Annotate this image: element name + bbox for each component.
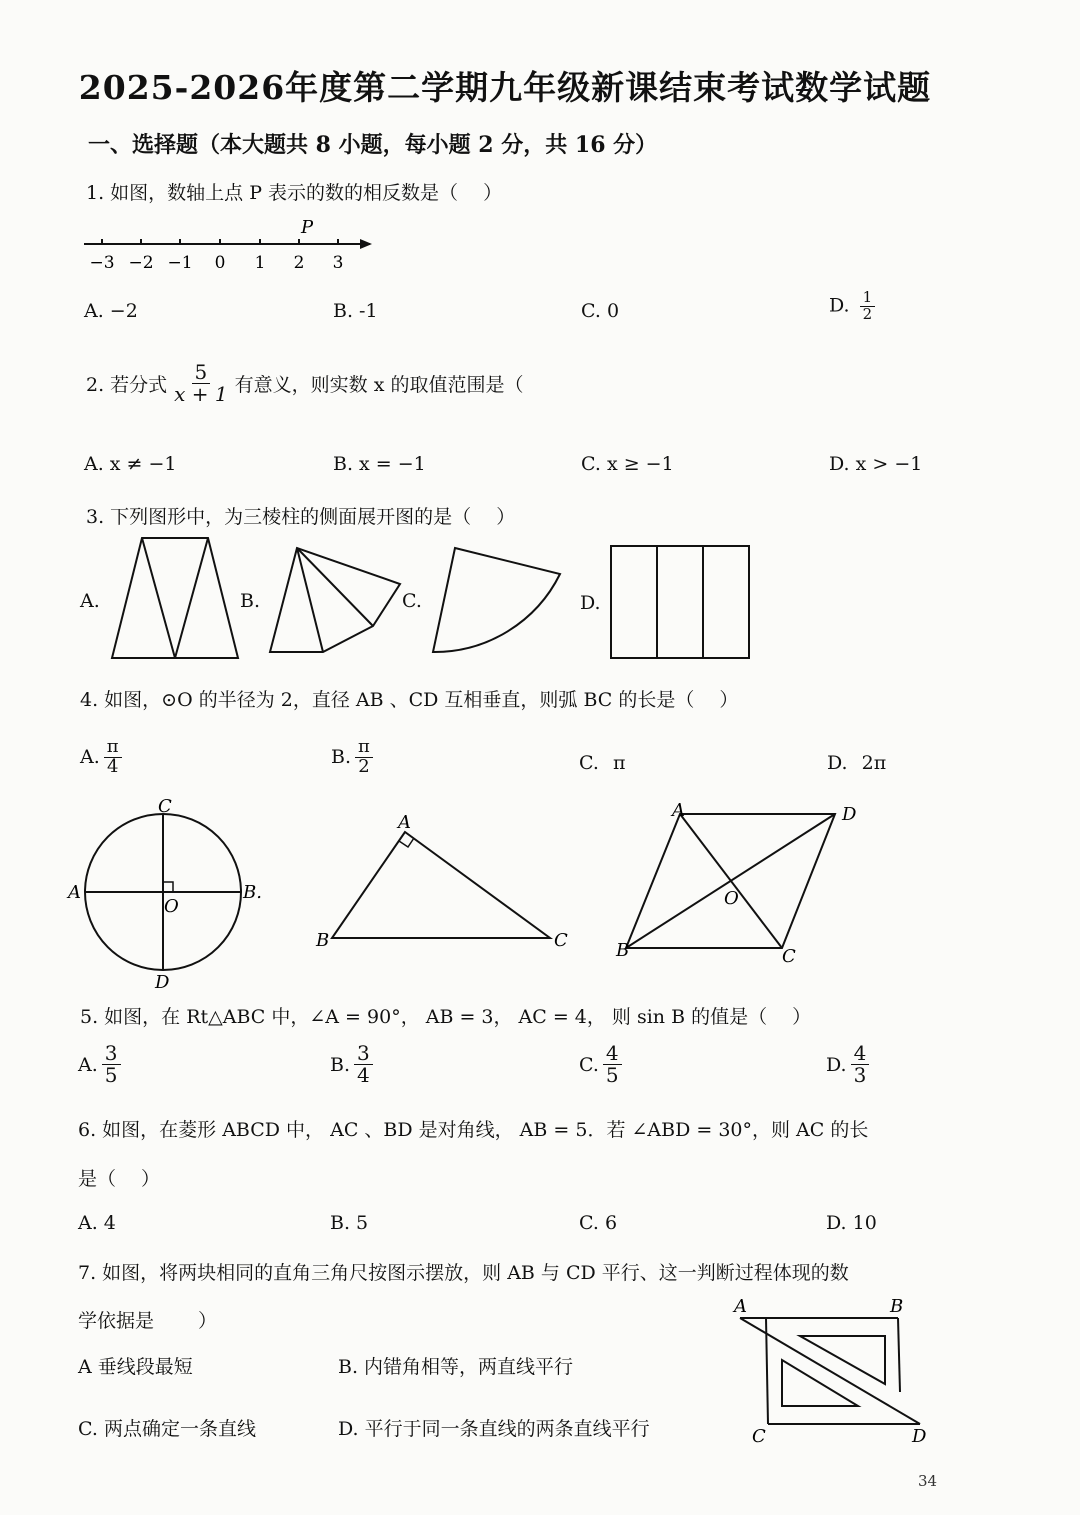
q7-option-a[interactable]: A 垂线段最短 — [78, 1356, 193, 1378]
q3-option-d[interactable]: D. — [580, 592, 601, 614]
q7-option-d[interactable]: D. 平行于同一条直线的两条直线平行 — [338, 1418, 650, 1440]
q1-option-a[interactable]: A. −2 — [84, 300, 138, 322]
number-line — [80, 212, 380, 274]
label-c: C — [752, 1426, 766, 1447]
fraction-numerator: 1 — [860, 290, 876, 307]
q2-stem-post: 有意义，则实数 x 的取值范围是（ — [234, 374, 524, 396]
q3-option-a[interactable]: A. — [80, 590, 100, 612]
q4-option-c[interactable] — [579, 752, 625, 774]
option-label: C. — [579, 1053, 599, 1076]
label-b: B. — [243, 882, 262, 903]
q2-option-b[interactable]: B. x = −1 — [333, 453, 426, 475]
option-label: D. — [826, 1053, 847, 1076]
q6-stem-line1: 6. 如图，在菱形 ABCD 中， AC 、BD 是对角线， AB = 5．若 ∠ABD = 30°，则 AC 的长 — [78, 1119, 869, 1141]
fraction-denominator: 2 — [862, 304, 873, 323]
q1-option-d[interactable] — [829, 290, 879, 323]
q1-option-c[interactable]: C. 0 — [581, 300, 620, 322]
label-b: B — [616, 940, 630, 961]
label-b: B — [890, 1296, 904, 1317]
q2-option-a[interactable]: A. x ≠ −1 — [84, 453, 177, 475]
q3-stem: 3. 下列图形中，为三棱柱的侧面展开图的是（ ） — [86, 506, 516, 528]
q5-option-a[interactable] — [78, 1043, 125, 1086]
option-label: D. — [827, 752, 848, 774]
q4-option-b[interactable] — [331, 738, 377, 777]
fraction-denominator: 5 — [605, 1063, 619, 1087]
tick-label: 3 — [332, 253, 344, 273]
label-o: O — [724, 888, 739, 909]
label-a: A — [734, 1296, 747, 1317]
tick-label: −3 — [89, 253, 115, 273]
fraction-denominator: 4 — [106, 755, 119, 777]
lower-triangle-hole — [782, 1360, 858, 1406]
figure-c-sector — [433, 548, 560, 652]
tick-label: −1 — [167, 253, 193, 273]
q3-option-c[interactable]: C. — [402, 590, 422, 612]
q5-option-c[interactable] — [579, 1043, 626, 1086]
option-label: B. — [331, 746, 352, 769]
q4-option-a[interactable] — [80, 738, 126, 777]
fraction-denominator: 4 — [357, 1063, 370, 1087]
label-c: C — [782, 946, 796, 967]
label-c: C — [158, 796, 172, 817]
q2-stem — [86, 362, 523, 405]
tick-label: 1 — [254, 253, 266, 273]
q2-option-c[interactable]: C. x ≥ −1 — [581, 453, 674, 475]
option-label: A. — [78, 1053, 98, 1076]
option-label: A. — [80, 746, 100, 769]
q1-stem: 1. 如图，数轴上点 P 表示的数的相反数是（ ） — [86, 182, 503, 204]
triangle-abc — [332, 832, 550, 938]
fraction-numerator: 4 — [603, 1043, 622, 1065]
option-value: 2π — [861, 752, 887, 774]
label-a: A — [398, 812, 411, 833]
tick-label: 0 — [214, 253, 226, 273]
tick-label: −2 — [128, 253, 154, 273]
q7-option-b[interactable]: B. 内错角相等，两直线平行 — [338, 1356, 574, 1378]
fraction-numerator: 4 — [851, 1043, 870, 1065]
q6-option-d[interactable]: D. 10 — [826, 1212, 877, 1234]
option-value: π — [612, 752, 626, 774]
label-d: D — [842, 804, 857, 825]
page-title: 2025-2026年度第二学期九年级新课结束考试数学试题 — [78, 68, 932, 107]
fraction-numerator: 5 — [192, 362, 211, 384]
q7-option-c[interactable]: C. 两点确定一条直线 — [78, 1418, 256, 1440]
set-squares-figure — [730, 1296, 940, 1448]
q5-option-b[interactable] — [330, 1043, 377, 1086]
q4-option-d[interactable] — [827, 752, 886, 774]
q5-option-d[interactable] — [826, 1043, 873, 1086]
figure-d-rectangle — [611, 546, 749, 658]
geometry-figures — [60, 796, 980, 992]
fraction-numerator: π — [355, 738, 373, 758]
figure-b-fan — [270, 548, 400, 652]
q7-stem-line2: 学依据是 ） — [78, 1310, 218, 1332]
fraction-numerator: 3 — [354, 1043, 373, 1065]
fraction-denominator: x + 1 — [174, 382, 228, 406]
option-label: C. — [579, 752, 599, 774]
q2-stem-pre: 2. 若分式 — [86, 374, 168, 396]
page-number: 34 — [918, 1472, 938, 1490]
q6-stem-line2: 是（ ） — [78, 1168, 161, 1190]
point-p-label: P — [301, 217, 314, 238]
fraction-numerator: π — [104, 738, 122, 758]
label-d: D — [912, 1426, 927, 1447]
option-label: D. — [829, 294, 850, 317]
q6-option-a[interactable]: A. 4 — [78, 1212, 116, 1234]
label-o: O — [164, 896, 179, 917]
q7-stem-line1: 7. 如图，将两块相同的直角三角尺按图示摆放，则 AB 与 CD 平行、这一判断过程体现的数 — [78, 1262, 849, 1284]
q1-option-b[interactable]: B. -1 — [333, 300, 378, 322]
section-heading: 一、选择题（本大题共 8 小题，每小题 2 分，共 16 分） — [88, 132, 658, 158]
fraction-denominator: 2 — [358, 755, 370, 777]
q6-option-b[interactable]: B. 5 — [330, 1212, 369, 1234]
q3-figures — [105, 532, 765, 664]
fraction-denominator: 5 — [104, 1063, 118, 1087]
q5-stem: 5. 如图，在 Rt△ABC 中，∠A = 90°， AB = 3， AC = 4， 则 sin B 的值是（ ） — [80, 1006, 812, 1028]
q2-option-d[interactable]: D. x > −1 — [829, 453, 923, 475]
q4-stem: 4. 如图，⊙O 的半径为 2，直径 AB 、CD 互相垂直，则弧 BC 的长是（ ） — [80, 689, 739, 711]
q3-option-b[interactable]: B. — [240, 590, 261, 612]
q6-option-c[interactable]: C. 6 — [579, 1212, 618, 1234]
fraction-numerator: 3 — [102, 1043, 121, 1065]
label-c: C — [554, 930, 568, 951]
label-a: A — [68, 882, 81, 903]
label-b: B — [316, 930, 330, 951]
tick-label: 2 — [293, 253, 305, 273]
label-d: D — [155, 972, 170, 992]
label-a: A — [672, 800, 685, 821]
fraction-denominator: 3 — [853, 1063, 867, 1087]
option-label: B. — [330, 1053, 351, 1076]
figure-a-trapezoid — [112, 538, 238, 658]
